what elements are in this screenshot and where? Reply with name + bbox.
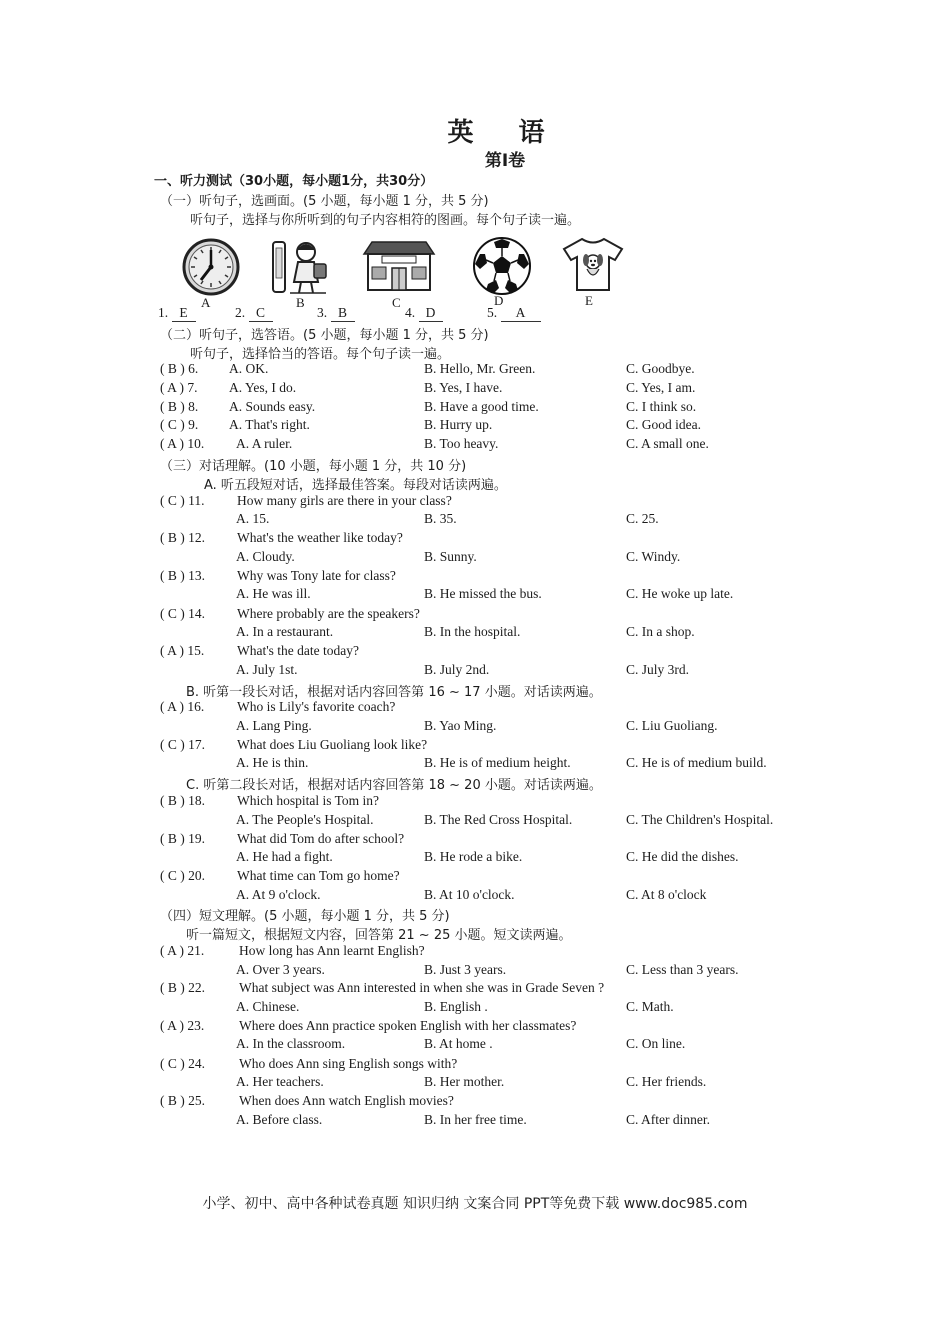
sec3-part-b: B. 听第一段长对话，根据对话内容回答第 16 ~ 17 小题。对话读两遍。 — [186, 685, 602, 700]
picture-label-d: D — [494, 293, 504, 308]
list-item: ( B ) 8. A. Sounds easy. B. Have a good time. C. I think so. — [160, 399, 697, 414]
answer-2: 2. C — [235, 305, 273, 322]
options-row: A. In a restaurant. B. In the hospital. C. In a shop. — [236, 624, 695, 639]
options-row: A. 15. B. 35. C. 25. — [236, 511, 659, 526]
sec4-heading: （四）短文理解。(5 小题，每小题 1 分，共 5 分) — [160, 909, 450, 924]
question-row: ( A ) 16. Who is Lily's favorite coach? — [160, 699, 396, 714]
options-row: A. He is thin. B. He is of medium height. C. He is of medium build. — [236, 755, 767, 770]
list-item: ( A ) 10. A. A ruler. B. Too heavy. C. A small one. — [160, 436, 709, 451]
options-row: A. Chinese. B. English . C. Math. — [236, 999, 674, 1014]
options-row: A. Before class. B. In her free time. C. After dinner. — [236, 1112, 710, 1127]
question-row: ( C ) 14. Where probably are the speakers? — [160, 606, 420, 621]
question-row: ( B ) 13. Why was Tony late for class? — [160, 568, 396, 583]
options-row: A. In the classroom. B. At home . C. On line. — [236, 1036, 686, 1051]
sec3-heading: （三）对话理解。(10 小题，每小题 1 分，共 10 分) — [160, 459, 467, 474]
question-row: ( C ) 24. Who does Ann sing English songs with? — [160, 1056, 458, 1071]
list-item: ( B ) 6. A. OK. B. Hello, Mr. Green. C. Goodbye. — [160, 361, 695, 376]
list-item: ( A ) 7. A. Yes, I do. B. Yes, I have. C. Yes, I am. — [160, 380, 696, 395]
question-row: ( B ) 25. When does Ann watch English movies? — [160, 1093, 454, 1108]
options-row: A. The People's Hospital. B. The Red Cross Hospital. C. The Children's Hospital. — [236, 812, 774, 827]
answer-1: 1. E — [158, 305, 196, 322]
picture-label-e: E — [585, 293, 593, 308]
list-item: ( C ) 9. A. That's right. B. Hurry up. C. Good idea. — [160, 417, 701, 432]
options-row: A. July 1st. B. July 2nd. C. July 3rd. — [236, 662, 690, 677]
options-row: A. Lang Ping. B. Yao Ming. C. Liu Guoliang. — [236, 718, 718, 733]
sec1-heading: （一）听句子，选画面。(5 小题，每小题 1 分，共 5 分) — [160, 194, 489, 209]
answer-4: 4. D — [405, 305, 443, 322]
picture-label-c: C — [392, 295, 401, 310]
soccer-ball-icon — [472, 236, 532, 296]
sec4-instruction: 听一篇短文，根据短文内容，回答第 21 ~ 25 小题。短文读两遍。 — [186, 928, 572, 943]
question-row: ( B ) 12. What's the weather like today? — [160, 530, 403, 545]
answer-3: 3. B — [317, 305, 355, 322]
question-row: ( C ) 17. What does Liu Guoliang look like? — [160, 737, 428, 752]
tshirt-icon — [562, 236, 624, 292]
question-row: ( C ) 11. How many girls are there in your class? — [160, 493, 452, 508]
question-row: ( B ) 19. What did Tom do after school? — [160, 831, 405, 846]
page-title: 英 语 — [447, 118, 563, 148]
question-row: ( B ) 22. What subject was Ann interested in when she was in Grade Seven ? — [160, 980, 605, 995]
paper-subtitle: 第Ⅰ卷 — [484, 151, 526, 171]
sec3-part-a: A. 听五段短对话，选择最佳答案。每段对话读两遍。 — [204, 478, 507, 493]
sec3-part-c: C. 听第二段长对话，根据对话内容回答第 18 ~ 20 小题。对话读两遍。 — [186, 778, 602, 793]
bookstore-icon — [362, 240, 436, 292]
options-row: A. At 9 o'clock. B. At 10 o'clock. C. At 8 o'clock — [236, 887, 707, 902]
question-row: ( C ) 20. What time can Tom go home? — [160, 868, 400, 883]
options-row: A. He was ill. B. He missed the bus. C. He woke up late. — [236, 586, 734, 601]
options-row: A. Her teachers. B. Her mother. C. Her friends. — [236, 1074, 707, 1089]
sec2-instruction: 听句子，选择恰当的答语。每个句子读一遍。 — [190, 347, 451, 362]
question-row: ( A ) 23. Where does Ann practice spoken English with her classmates? — [160, 1018, 577, 1033]
question-row: ( A ) 21. How long has Ann learnt English? — [160, 943, 425, 958]
footer-ad: 小学、初中、高中各种试卷真题 知识归纳 文案合同 PPT等免费下载 www.doc985.com — [202, 1196, 748, 1212]
picture-label-a: A — [201, 295, 211, 310]
picture-label-b: B — [296, 295, 305, 310]
answer-5: 5. A — [487, 305, 541, 322]
options-row: A. Over 3 years. B. Just 3 years. C. Less than 3 years. — [236, 962, 739, 977]
part1-heading: 一、听力测试（30小题，每小题1分，共30分） — [154, 174, 434, 189]
sec1-instruction: 听句子，选择与你所听到的句子内容相符的图画。每个句子读一遍。 — [190, 213, 581, 228]
question-row: ( B ) 18. Which hospital is Tom in? — [160, 793, 380, 808]
sec2-heading: （二）听句子，选答语。(5 小题，每小题 1 分，共 5 分) — [160, 328, 489, 343]
clock-icon — [182, 238, 240, 296]
options-row: A. Cloudy. B. Sunny. C. Windy. — [236, 549, 681, 564]
options-row: A. He had a fight. B. He rode a bike. C. He did the dishes. — [236, 849, 739, 864]
question-row: ( A ) 15. What's the date today? — [160, 643, 360, 658]
student-icon — [270, 238, 332, 296]
